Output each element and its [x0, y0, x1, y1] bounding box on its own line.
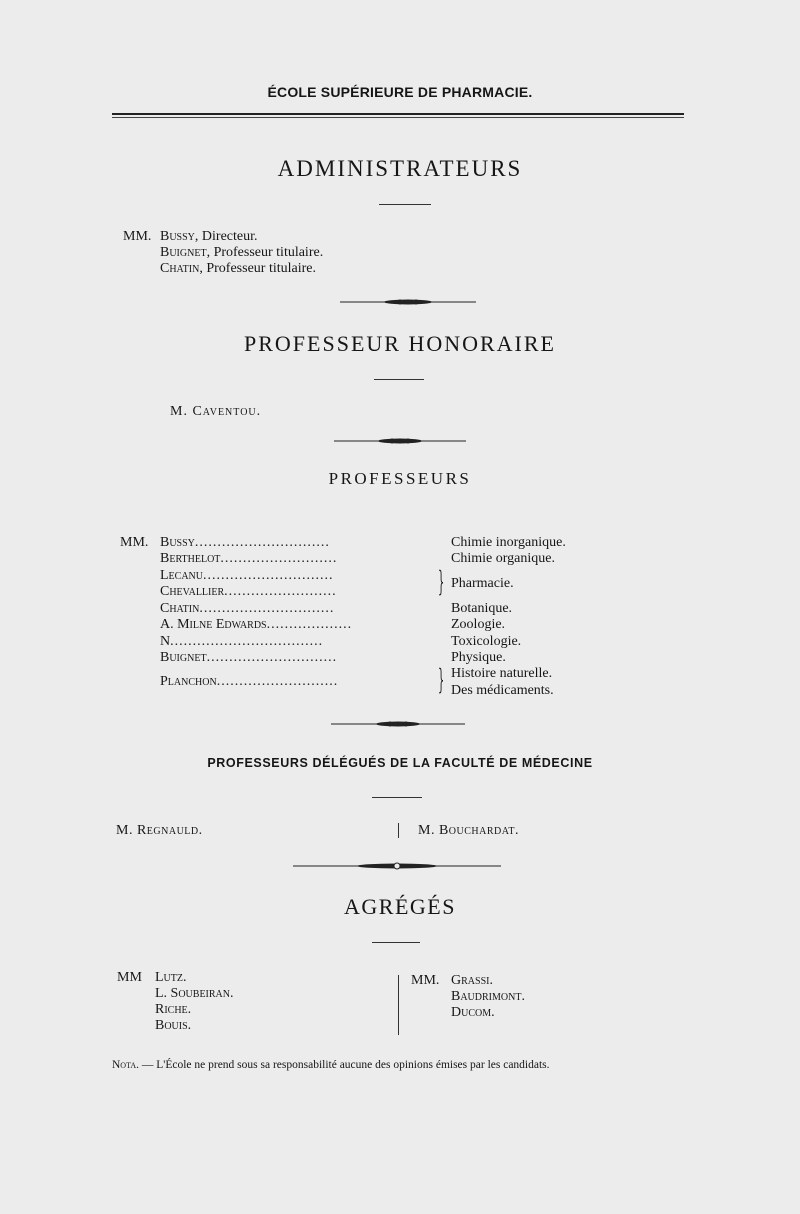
- brace: }: [438, 663, 445, 696]
- professor-row: [160, 551, 337, 567]
- honoraire-prefix: M.: [170, 404, 188, 419]
- header-rule-thin: [112, 117, 684, 118]
- section-rule: [374, 379, 424, 380]
- agreges-right-prefix: MM.: [411, 973, 440, 988]
- delegue-right: [418, 823, 519, 839]
- ornament-divider: [293, 860, 501, 872]
- leader-dots: ..............................: [194, 535, 330, 550]
- honoraire-name: Caventou.: [192, 404, 262, 419]
- admin-row: [160, 229, 258, 245]
- agrege-name: L. Soubeiran.: [155, 986, 234, 1001]
- agrege-name: Grassi.: [451, 973, 493, 988]
- leader-dots: ...................: [266, 617, 353, 632]
- agrege-name: Baudrimont.: [451, 989, 525, 1004]
- delegue-name: Bouchardat.: [438, 823, 519, 838]
- delegue-prefix: M.: [116, 823, 133, 838]
- leader-dots: ..............................: [199, 601, 335, 616]
- professor-row: [160, 584, 337, 600]
- admin-name: Chatin: [160, 261, 200, 276]
- column-separator: [398, 823, 399, 838]
- professor-name: Planchon: [160, 674, 217, 689]
- leader-dots: ..........................: [220, 551, 338, 566]
- professor-name: Berthelot: [160, 551, 221, 566]
- admin-prefix: MM.: [123, 229, 152, 244]
- admin-row: [160, 245, 323, 261]
- professor-name: N: [160, 634, 171, 649]
- leader-dots: .........................: [224, 584, 337, 599]
- admin-role: , Professeur titulaire.: [206, 245, 324, 260]
- admin-role: , Professeur titulaire.: [199, 261, 316, 276]
- professeurs-title: PROFESSEURS: [328, 469, 472, 488]
- professor-name: Chatin: [160, 601, 200, 616]
- professor-subject: Des médicaments.: [451, 683, 554, 698]
- agrege-name: Lutz.: [155, 970, 187, 985]
- column-separator: [398, 975, 399, 1035]
- ornament-divider: [331, 718, 465, 730]
- professor-row: [160, 601, 334, 617]
- header-rule: [112, 113, 684, 115]
- honoraire-title: PROFESSEUR HONORAIRE: [244, 331, 556, 356]
- professor-name: Bussy: [160, 535, 195, 550]
- section-rule: [372, 797, 422, 798]
- professor-row: [160, 674, 338, 690]
- professeurs-prefix: MM.: [120, 535, 149, 550]
- leader-dots: ...........................: [216, 674, 339, 689]
- professor-name: Buignet: [160, 650, 207, 665]
- honoraire-line: [170, 404, 261, 420]
- admin-row: [160, 261, 316, 277]
- professor-subject: Toxicologie.: [451, 634, 522, 649]
- agrege-name: Ducom.: [451, 1005, 495, 1020]
- delegues-title: PROFESSEURS DÉLÉGUÉS DE LA FACULTÉ DE MÉDECINE: [207, 756, 593, 770]
- professor-subject: Histoire naturelle.: [451, 666, 553, 681]
- ornament-divider: [334, 435, 466, 447]
- professor-name: A. Milne Edwards: [160, 617, 267, 632]
- page-header: ÉCOLE SUPÉRIEURE DE PHARMACIE.: [267, 84, 533, 100]
- nota-label: Nota.: [112, 1059, 139, 1071]
- professor-row: [160, 650, 337, 666]
- professor-subject: Pharmacie.: [451, 576, 514, 591]
- section-rule: [379, 204, 431, 205]
- professor-subject: Chimie inorganique.: [451, 535, 566, 550]
- ornament-divider: [340, 296, 476, 308]
- agrege-name: Bouis.: [155, 1018, 192, 1033]
- admin-name: Buignet: [160, 245, 207, 260]
- professor-subject: Physique.: [451, 650, 506, 665]
- nota-text: — L'École ne prend sous sa responsabilité aucune des opinions émises par les candidats.: [141, 1059, 550, 1071]
- nota-line: [112, 1059, 550, 1071]
- agrege-name: Riche.: [155, 1002, 192, 1017]
- professor-row: [160, 634, 323, 650]
- professor-row: [160, 535, 330, 551]
- professor-subject: Chimie organique.: [451, 551, 555, 566]
- agreges-title: AGRÉGÉS: [344, 894, 456, 919]
- agreges-left-prefix: MM: [117, 970, 142, 985]
- professor-name: Chevallier: [160, 584, 225, 599]
- admin-role: , Directeur.: [194, 229, 258, 244]
- delegue-prefix: M.: [418, 823, 435, 838]
- professor-subject: Zoologie.: [451, 617, 506, 632]
- professor-subject: Botanique.: [451, 601, 513, 616]
- delegue-name: Regnauld.: [136, 823, 203, 838]
- brace: }: [438, 565, 445, 598]
- professor-row: [160, 617, 352, 633]
- section-rule: [372, 942, 420, 943]
- professor-name: Lecanu: [160, 568, 203, 583]
- leader-dots: .............................: [203, 568, 334, 583]
- leader-dots: .............................: [206, 650, 338, 665]
- delegue-left: [116, 823, 203, 839]
- leader-dots: ..................................: [170, 634, 324, 649]
- admin-name: Bussy: [160, 229, 195, 244]
- administrateurs-title: ADMINISTRATEURS: [277, 156, 523, 181]
- professor-row: [160, 568, 334, 584]
